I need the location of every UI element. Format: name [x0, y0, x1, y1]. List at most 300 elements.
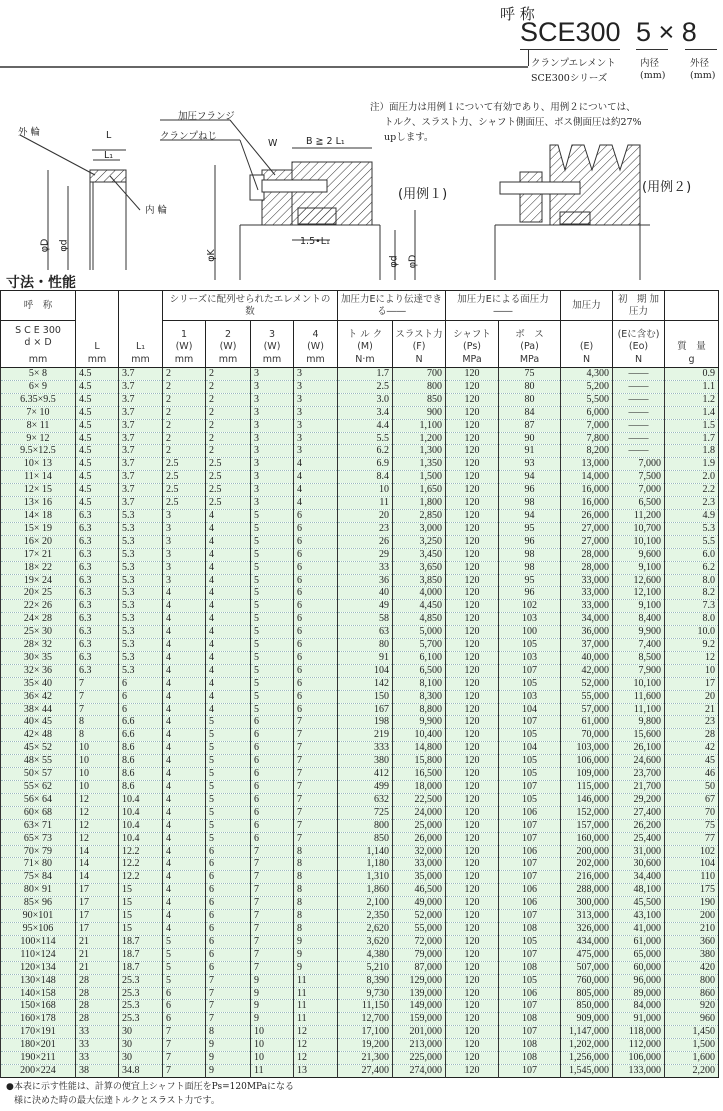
value-cell: 104: [338, 664, 393, 677]
value-cell: 3.7: [119, 380, 163, 393]
value-cell: 5,500: [561, 393, 613, 406]
value-cell: 1,450: [665, 1026, 719, 1039]
value-cell: 6: [251, 729, 294, 742]
value-cell: 91,000: [613, 1013, 665, 1026]
value-cell: 200,000: [561, 845, 613, 858]
value-cell: 7: [251, 948, 294, 961]
value-cell: 3.7: [119, 368, 163, 381]
value-cell: 800: [665, 974, 719, 987]
series-tick: [528, 49, 529, 66]
value-cell: 79,000: [393, 948, 446, 961]
value-cell: 12: [76, 819, 119, 832]
value-cell: 3,000: [393, 522, 446, 535]
size-cell: 90×101: [1, 910, 76, 923]
value-cell: 850: [338, 832, 393, 845]
size-cell: 70× 79: [1, 845, 76, 858]
dim-L: L: [106, 130, 112, 141]
value-cell: 7: [294, 729, 338, 742]
value-cell: 2: [163, 380, 206, 393]
value-cell: 632: [338, 793, 393, 806]
value-cell: 95: [499, 574, 561, 587]
table-row: [1, 781, 719, 794]
value-cell: 960: [665, 1013, 719, 1026]
value-cell: 80: [499, 393, 561, 406]
col-L1: L₁: [119, 291, 163, 353]
value-cell: 104: [499, 703, 561, 716]
value-cell: 28: [665, 729, 719, 742]
value-cell: 2.0: [665, 471, 719, 484]
table-row: [1, 871, 719, 884]
value-cell: 5.5: [665, 535, 719, 548]
value-cell: 50: [665, 781, 719, 794]
value-cell: 120: [446, 664, 499, 677]
value-cell: 55,000: [561, 690, 613, 703]
value-cell: 120: [446, 716, 499, 729]
value-cell: 5,210: [338, 961, 393, 974]
value-cell: 96: [499, 484, 561, 497]
inner-underline: [636, 49, 668, 50]
table-row: [1, 948, 719, 961]
table-row: [1, 368, 719, 381]
value-cell: 120: [446, 587, 499, 600]
value-cell: 9: [251, 1013, 294, 1026]
value-cell: 120: [446, 406, 499, 419]
value-cell: 87,000: [393, 961, 446, 974]
value-cell: 15: [119, 884, 163, 897]
elements-group-header: シリーズに配列せられたエレメントの数: [163, 291, 338, 321]
flange-label: 加圧フランジ: [178, 111, 235, 122]
value-cell: 120: [446, 419, 499, 432]
value-cell: 2.5: [206, 458, 251, 471]
value-cell: ――: [613, 380, 665, 393]
value-cell: 2.5: [163, 484, 206, 497]
value-cell: 4.9: [665, 509, 719, 522]
value-cell: 7,000: [613, 458, 665, 471]
value-cell: 105: [499, 793, 561, 806]
value-cell: 14,000: [561, 471, 613, 484]
value-cell: 150: [338, 690, 393, 703]
table-row: [1, 1000, 719, 1013]
value-cell: 27,400: [613, 806, 665, 819]
value-cell: 6: [119, 690, 163, 703]
value-cell: 120: [446, 458, 499, 471]
value-cell: 5: [251, 626, 294, 639]
value-cell: 5.5: [338, 432, 393, 445]
value-cell: 10: [76, 742, 119, 755]
value-cell: 5.3: [119, 626, 163, 639]
value-cell: 105: [499, 768, 561, 781]
value-cell: 8: [294, 922, 338, 935]
value-cell: 7: [76, 690, 119, 703]
value-cell: 3.7: [119, 432, 163, 445]
value-cell: 36: [338, 574, 393, 587]
value-cell: 103,000: [561, 742, 613, 755]
value-cell: 4.5: [76, 497, 119, 510]
value-cell: 33,000: [561, 574, 613, 587]
value-cell: 107: [499, 716, 561, 729]
value-cell: 21,700: [613, 781, 665, 794]
value-cell: 6: [206, 897, 251, 910]
size-cell: 56× 64: [1, 793, 76, 806]
value-cell: 2.5: [206, 471, 251, 484]
value-cell: 202,000: [561, 858, 613, 871]
value-cell: 3: [294, 380, 338, 393]
value-cell: 120: [446, 1064, 499, 1077]
value-cell: 6.3: [76, 509, 119, 522]
col-header-4: [251, 321, 294, 353]
value-cell: 3: [251, 368, 294, 381]
value-cell: 4: [163, 910, 206, 923]
value-cell: 7: [294, 832, 338, 845]
value-cell: 1,147,000: [561, 1026, 613, 1039]
value-cell: 2: [206, 432, 251, 445]
value-cell: 9: [206, 1052, 251, 1065]
value-cell: 25,000: [393, 819, 446, 832]
table-row: [1, 806, 719, 819]
value-cell: 120: [446, 574, 499, 587]
table-row: [1, 484, 719, 497]
value-cell: 10: [251, 1052, 294, 1065]
value-cell: 7: [294, 716, 338, 729]
value-cell: 106: [499, 845, 561, 858]
value-cell: 6.6: [119, 729, 163, 742]
series-underline: [520, 49, 620, 50]
value-cell: 120: [446, 393, 499, 406]
value-cell: 120: [446, 845, 499, 858]
value-cell: 2: [163, 445, 206, 458]
value-cell: 4: [206, 664, 251, 677]
size-cell: 22× 26: [1, 600, 76, 613]
value-cell: 1,350: [393, 458, 446, 471]
value-cell: 6: [206, 871, 251, 884]
col-name: 3: [268, 328, 276, 340]
value-cell: 4: [163, 613, 206, 626]
value-cell: 28: [76, 1000, 119, 1013]
value-cell: 6: [294, 613, 338, 626]
value-cell: 6,500: [393, 664, 446, 677]
nominal-header: 呼 称: [1, 291, 76, 321]
outer-label: 外径: [690, 58, 710, 69]
outer-unit: (mm): [690, 70, 716, 81]
value-cell: 28,000: [561, 548, 613, 561]
value-cell: 8,100: [393, 677, 446, 690]
size-cell: 6.35×9.5: [1, 393, 76, 406]
size-cell: 110×124: [1, 948, 76, 961]
value-cell: 107: [499, 871, 561, 884]
value-cell: 4: [163, 639, 206, 652]
value-cell: 106: [499, 884, 561, 897]
value-cell: 6,500: [613, 497, 665, 510]
nominal-dxD: d × D: [24, 336, 52, 348]
unit-12: g: [665, 353, 719, 368]
value-cell: 6: [119, 703, 163, 716]
value-cell: 5: [251, 535, 294, 548]
table-row: [1, 458, 719, 471]
value-cell: 33,000: [393, 858, 446, 871]
value-cell: 25,400: [613, 832, 665, 845]
value-cell: 175: [665, 884, 719, 897]
col-header-3: [206, 321, 251, 353]
value-cell: 3: [294, 445, 338, 458]
value-cell: 96,000: [613, 974, 665, 987]
table-row: [1, 1026, 719, 1039]
value-cell: 5: [163, 935, 206, 948]
value-cell: 5: [206, 755, 251, 768]
unit-5: mm: [294, 353, 338, 368]
value-cell: 6.3: [76, 561, 119, 574]
value-cell: 6.3: [76, 574, 119, 587]
size-cell: 48× 55: [1, 755, 76, 768]
value-cell: 90: [499, 432, 561, 445]
table-row: [1, 574, 719, 587]
value-cell: 5: [251, 574, 294, 587]
value-cell: 21: [76, 948, 119, 961]
value-cell: 3: [251, 419, 294, 432]
value-cell: 5: [251, 677, 294, 690]
value-cell: 25.3: [119, 1000, 163, 1013]
value-cell: 17,100: [338, 1026, 393, 1039]
value-cell: 5.3: [119, 574, 163, 587]
value-cell: 7: [294, 793, 338, 806]
value-cell: 24,000: [393, 806, 446, 819]
value-cell: 3.7: [119, 445, 163, 458]
value-cell: 98: [499, 548, 561, 561]
value-cell: 61,000: [561, 716, 613, 729]
value-cell: 4,380: [338, 948, 393, 961]
value-cell: 6: [251, 742, 294, 755]
value-cell: 60,000: [613, 961, 665, 974]
value-cell: 120: [446, 600, 499, 613]
value-cell: 8: [294, 884, 338, 897]
table-row: [1, 613, 719, 626]
table-row: [1, 716, 719, 729]
value-cell: 33,000: [561, 600, 613, 613]
footnote-line: 様に決めた時の最大伝達トルクとスラスト力です。: [14, 1096, 220, 1106]
value-cell: 8,400: [613, 613, 665, 626]
value-cell: 120: [446, 445, 499, 458]
nominal-label: 呼 称: [500, 5, 535, 23]
value-cell: 2.5: [163, 497, 206, 510]
value-cell: 8.6: [119, 742, 163, 755]
value-cell: 7: [251, 935, 294, 948]
value-cell: 12: [294, 1039, 338, 1052]
size-cell: 25× 30: [1, 626, 76, 639]
value-cell: 4.5: [76, 471, 119, 484]
value-cell: 23: [665, 716, 719, 729]
unit-7: N: [393, 353, 446, 368]
value-cell: 17: [76, 897, 119, 910]
value-cell: 120: [446, 380, 499, 393]
table-row: [1, 393, 719, 406]
value-cell: 9,900: [613, 626, 665, 639]
value-cell: 10,700: [613, 522, 665, 535]
value-cell: 120: [446, 703, 499, 716]
value-cell: 4: [163, 781, 206, 794]
col-name: 1: [180, 328, 188, 340]
value-cell: 7: [206, 1000, 251, 1013]
table-row: [1, 561, 719, 574]
value-cell: 5: [251, 548, 294, 561]
value-cell: 112,000: [613, 1039, 665, 1052]
value-cell: 9: [294, 961, 338, 974]
col-name: 4: [312, 328, 319, 340]
size-cell: 130×148: [1, 974, 76, 987]
value-cell: 5: [251, 561, 294, 574]
value-cell: 10.4: [119, 806, 163, 819]
value-cell: 4: [163, 729, 206, 742]
value-cell: 103: [499, 651, 561, 664]
element-label: クランプエレメント: [531, 58, 616, 69]
value-cell: ――: [613, 368, 665, 381]
value-cell: 84,000: [613, 1000, 665, 1013]
value-cell: 2,620: [338, 922, 393, 935]
value-cell: 3.4: [338, 406, 393, 419]
value-cell: 300,000: [561, 897, 613, 910]
value-cell: 5.3: [119, 639, 163, 652]
value-cell: 6: [251, 755, 294, 768]
value-cell: 380: [665, 948, 719, 961]
value-cell: 18.7: [119, 948, 163, 961]
value-cell: 75: [499, 368, 561, 381]
value-cell: 5: [206, 819, 251, 832]
value-cell: 4.5: [76, 458, 119, 471]
value-cell: 3.7: [119, 458, 163, 471]
value-cell: 3: [251, 445, 294, 458]
col-header-5: [294, 321, 338, 353]
value-cell: 200: [665, 910, 719, 923]
value-cell: 120: [446, 974, 499, 987]
value-cell: 12,700: [338, 1013, 393, 1026]
size-cell: 13× 16: [1, 497, 76, 510]
value-cell: 98: [499, 561, 561, 574]
value-cell: 120: [446, 690, 499, 703]
size-cell: 55× 62: [1, 781, 76, 794]
value-cell: 5.3: [119, 664, 163, 677]
value-cell: 900: [393, 406, 446, 419]
dim-15L1: 1.5•L₁: [300, 236, 330, 247]
value-cell: 93: [499, 458, 561, 471]
note-line: トルク、スラスト力、シャフト側面圧、ボス側面圧は約27%: [384, 117, 642, 128]
spec-table: [0, 290, 719, 1078]
value-cell: 1,545,000: [561, 1064, 613, 1077]
value-cell: 10,100: [613, 677, 665, 690]
table-row: [1, 548, 719, 561]
value-cell: 11: [251, 1064, 294, 1077]
size-cell: 28× 32: [1, 639, 76, 652]
value-cell: 94: [499, 471, 561, 484]
value-cell: 4: [206, 613, 251, 626]
value-cell: 8.6: [119, 755, 163, 768]
table-row: [1, 910, 719, 923]
col-header-2: [163, 321, 206, 353]
value-cell: 36,000: [561, 626, 613, 639]
value-cell: 216,000: [561, 871, 613, 884]
col-name: シャフト: [453, 328, 491, 340]
section-title: 寸法・性能: [6, 275, 76, 291]
value-cell: 4.5: [76, 432, 119, 445]
value-cell: 14: [76, 858, 119, 871]
value-cell: 1.4: [665, 406, 719, 419]
value-cell: 9: [206, 1039, 251, 1052]
value-cell: 6: [251, 793, 294, 806]
value-cell: 5,200: [561, 380, 613, 393]
value-cell: 6.3: [76, 626, 119, 639]
size-cell: 5× 8: [1, 368, 76, 381]
pressure-group-header: 加圧力Eによる面圧力――: [446, 291, 561, 321]
value-cell: 7: [251, 871, 294, 884]
table-row: [1, 522, 719, 535]
value-cell: 107: [499, 858, 561, 871]
value-cell: 10: [76, 781, 119, 794]
value-cell: 434,000: [561, 935, 613, 948]
value-cell: 6.3: [76, 651, 119, 664]
value-cell: ――: [613, 406, 665, 419]
col-symbol: (Ps): [463, 340, 481, 352]
value-cell: 1.8: [665, 445, 719, 458]
value-cell: 105: [499, 755, 561, 768]
value-cell: 4.4: [338, 419, 393, 432]
value-cell: 103: [499, 690, 561, 703]
value-cell: 42: [665, 742, 719, 755]
table-body: [1, 368, 719, 1078]
value-cell: 14: [76, 845, 119, 858]
value-cell: 6: [294, 664, 338, 677]
col-header-7: [393, 321, 446, 353]
value-cell: 120: [446, 1000, 499, 1013]
value-cell: 5: [251, 690, 294, 703]
value-cell: 4: [206, 651, 251, 664]
value-cell: 10.4: [119, 793, 163, 806]
initial-force-header: 初 期 加圧力: [613, 291, 665, 321]
value-cell: 120: [446, 819, 499, 832]
value-cell: 8: [294, 858, 338, 871]
value-cell: 120: [446, 639, 499, 652]
value-cell: 5.3: [119, 509, 163, 522]
value-cell: 15: [119, 910, 163, 923]
value-cell: 3: [251, 432, 294, 445]
value-cell: 24,600: [613, 755, 665, 768]
table-row: [1, 897, 719, 910]
value-cell: 6: [251, 806, 294, 819]
value-cell: 107: [499, 832, 561, 845]
value-cell: 120: [446, 548, 499, 561]
value-cell: 3: [163, 522, 206, 535]
value-cell: 120: [446, 1013, 499, 1026]
value-cell: 23,700: [613, 768, 665, 781]
value-cell: 198: [338, 716, 393, 729]
value-cell: 2: [206, 393, 251, 406]
value-cell: 120: [446, 742, 499, 755]
value-cell: 5.3: [119, 587, 163, 600]
value-cell: 6.3: [76, 639, 119, 652]
size-cell: 80× 91: [1, 884, 76, 897]
value-cell: 5: [251, 664, 294, 677]
value-cell: 105: [499, 677, 561, 690]
value-cell: 5: [206, 716, 251, 729]
value-cell: 120: [446, 1026, 499, 1039]
value-cell: 146,000: [561, 793, 613, 806]
value-cell: 12: [76, 793, 119, 806]
value-cell: 105: [499, 639, 561, 652]
value-cell: 5: [163, 961, 206, 974]
value-cell: 8,200: [561, 445, 613, 458]
value-cell: 10.4: [119, 819, 163, 832]
size-cell: 17× 21: [1, 548, 76, 561]
mass-header-top: [665, 291, 719, 321]
value-cell: 7,000: [613, 484, 665, 497]
value-cell: 2: [163, 419, 206, 432]
value-cell: 326,000: [561, 922, 613, 935]
